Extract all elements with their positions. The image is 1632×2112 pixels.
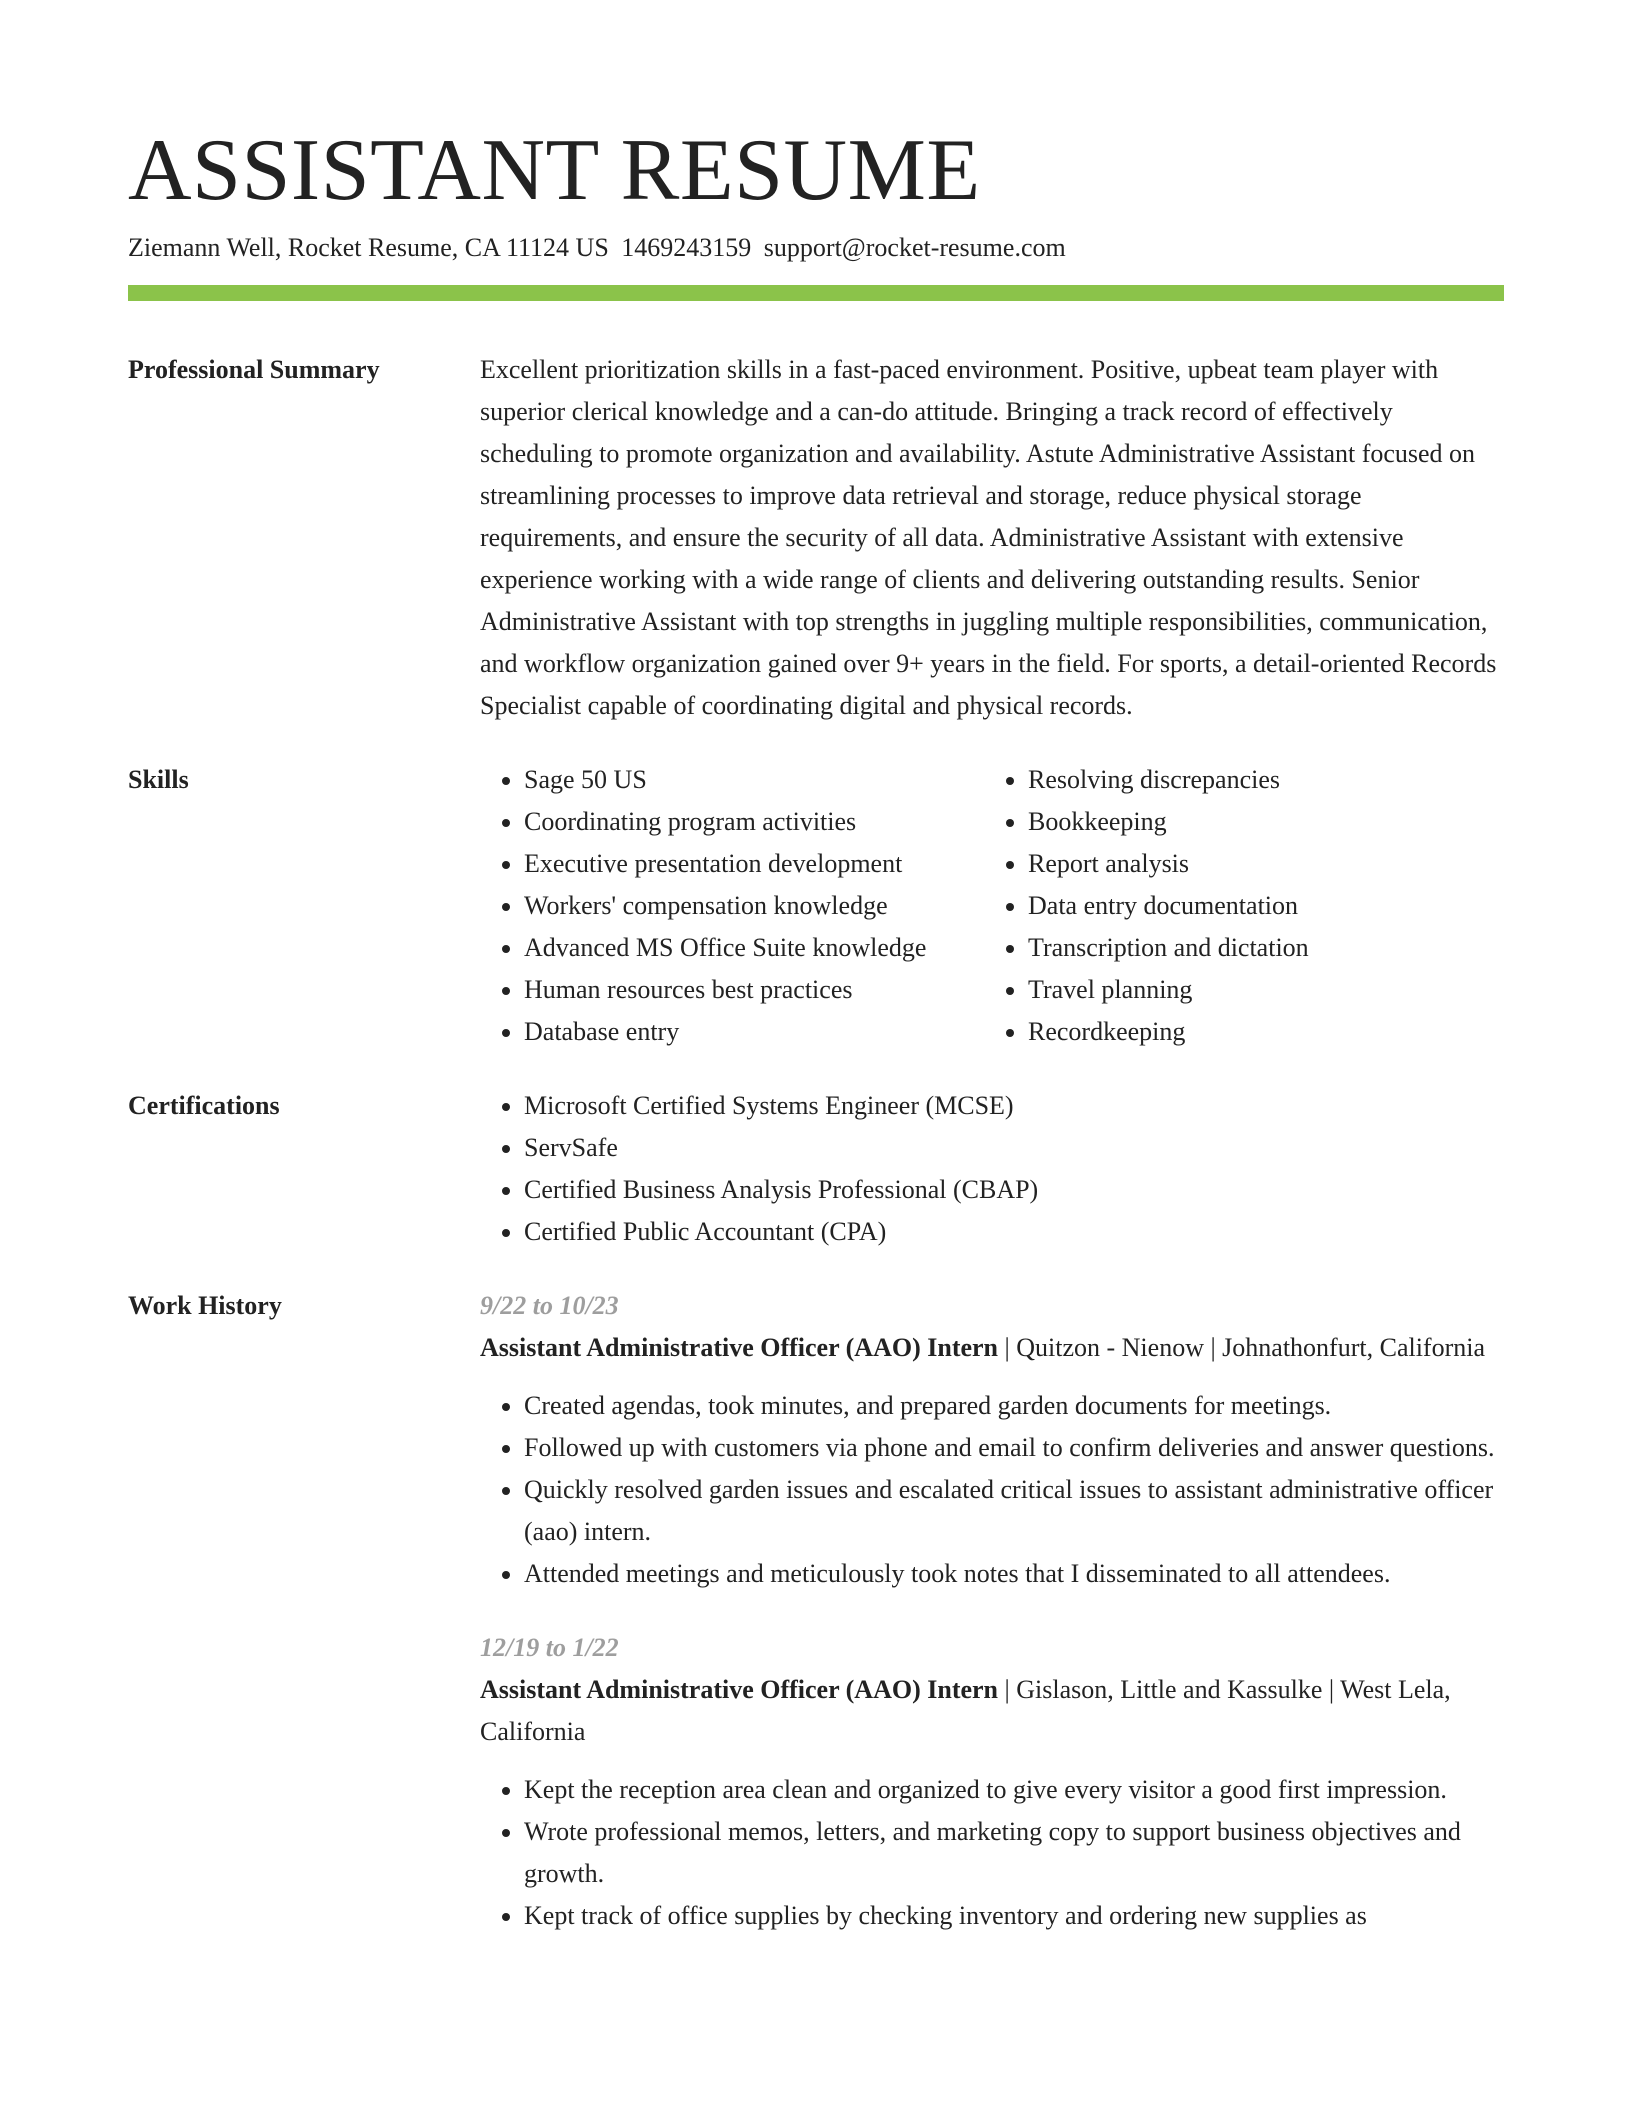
job-bullets bbox=[480, 1385, 1504, 1595]
section-professional-summary bbox=[128, 349, 1504, 727]
job-bullet: • Attended meetings and meticulously took notes that I disseminated to all attendees. bbox=[524, 1553, 1504, 1595]
job-employer-location: | Gislason, Little and Kassulke | West Lela, California bbox=[480, 1675, 1451, 1746]
contact-phone: 1469243159 bbox=[621, 233, 752, 262]
skills-list-left bbox=[480, 759, 984, 1053]
skill-item: • Transcription and dictation bbox=[1028, 927, 1504, 969]
job-bullet: • Created agendas, took minutes, and prepared garden documents for meetings. bbox=[524, 1385, 1504, 1427]
certifications-list bbox=[480, 1085, 1504, 1253]
job-dates: 12/19 to 1/22 bbox=[480, 1633, 619, 1662]
resume-title: ASSISTANT RESUME bbox=[128, 122, 981, 219]
job-bullets bbox=[480, 1769, 1504, 1937]
job-heading bbox=[480, 1669, 1504, 1753]
skill-item: • Workers' compensation knowledge bbox=[524, 885, 984, 927]
contact-line bbox=[128, 230, 1066, 266]
skill-item: • Travel planning bbox=[1028, 969, 1504, 1011]
certification-item: • Certified Public Accountant (CPA) bbox=[524, 1211, 1504, 1253]
skill-item: • Human resources best practices bbox=[524, 969, 984, 1011]
skill-item: • Sage 50 US bbox=[524, 759, 984, 801]
certifications-body bbox=[480, 1085, 1504, 1253]
section-label-work-history: Work History bbox=[128, 1291, 282, 1320]
summary-text: Excellent prioritization skills in a fast-paced environment. Positive, upbeat team player with superior clerical knowledge and a can-do attitude. Bringing a track record of effectively scheduling to promote organization and availability. Astute Administrative Assistant focused on streamlining processes to improve data retrieval and storage, reduce physical storage requirements, and ensure the security of all data. Administrative Assistant with extensive experience working with a wide range of clients and delivering outstanding results. Senior Administrative Assistant with top strengths in juggling multiple responsibilities, communication, and workflow organization gained over 9+ years in the field. For sports, a detail-oriented Records Specialist capable of coordinating digital and physical records. bbox=[480, 355, 1497, 720]
section-skills bbox=[128, 759, 1504, 1053]
job-heading bbox=[480, 1327, 1504, 1369]
resume-content bbox=[128, 349, 1504, 1937]
header-accent-rule bbox=[128, 285, 1504, 301]
job-bullet: • Kept track of office supplies by checking inventory and ordering new supplies as bbox=[524, 1895, 1504, 1937]
skill-item: • Coordinating program activities bbox=[524, 801, 984, 843]
job-employer-location: | Quitzon - Nienow | Johnathonfurt, California bbox=[998, 1333, 1486, 1362]
job-title: Assistant Administrative Officer (AAO) Intern bbox=[480, 1333, 999, 1362]
summary-body bbox=[480, 349, 1504, 727]
certification-item: • Microsoft Certified Systems Engineer (MCSE) bbox=[524, 1085, 1504, 1127]
skill-item: • Executive presentation development bbox=[524, 843, 984, 885]
section-label-summary: Professional Summary bbox=[128, 355, 380, 384]
skill-item: • Resolving discrepancies bbox=[1028, 759, 1504, 801]
section-label-skills: Skills bbox=[128, 765, 189, 794]
skill-item: • Database entry bbox=[524, 1011, 984, 1053]
skills-list-right bbox=[984, 759, 1504, 1053]
job-bullet: • Kept the reception area clean and organized to give every visitor a good first impression. bbox=[524, 1769, 1504, 1811]
contact-email: support@rocket-resume.com bbox=[763, 233, 1066, 262]
work-history-body bbox=[480, 1285, 1504, 1937]
job-dates: 9/22 to 10/23 bbox=[480, 1291, 619, 1320]
skills-body bbox=[480, 759, 1504, 1053]
job-bullet: • Wrote professional memos, letters, and marketing copy to support business objectives and growth. bbox=[524, 1811, 1504, 1895]
job-bullet: • Quickly resolved garden issues and escalated critical issues to assistant administrative officer (aao) intern. bbox=[524, 1469, 1504, 1553]
job-bullet: • Followed up with customers via phone and email to confirm deliveries and answer questions. bbox=[524, 1427, 1504, 1469]
section-certifications bbox=[128, 1085, 1504, 1253]
skill-item: • Report analysis bbox=[1028, 843, 1504, 885]
job-entry bbox=[480, 1285, 1504, 1595]
contact-address: Ziemann Well, Rocket Resume, CA 11124 US bbox=[128, 233, 609, 262]
certification-item: • Certified Business Analysis Professional (CBAP) bbox=[524, 1169, 1504, 1211]
skill-item: • Bookkeeping bbox=[1028, 801, 1504, 843]
section-work-history bbox=[128, 1285, 1504, 1937]
skill-item: • Data entry documentation bbox=[1028, 885, 1504, 927]
certification-item: • ServSafe bbox=[524, 1127, 1504, 1169]
job-entry bbox=[480, 1627, 1504, 1937]
skill-item: • Recordkeeping bbox=[1028, 1011, 1504, 1053]
job-title: Assistant Administrative Officer (AAO) Intern bbox=[480, 1675, 999, 1704]
skill-item: • Advanced MS Office Suite knowledge bbox=[524, 927, 984, 969]
section-label-certifications: Certifications bbox=[128, 1091, 280, 1120]
